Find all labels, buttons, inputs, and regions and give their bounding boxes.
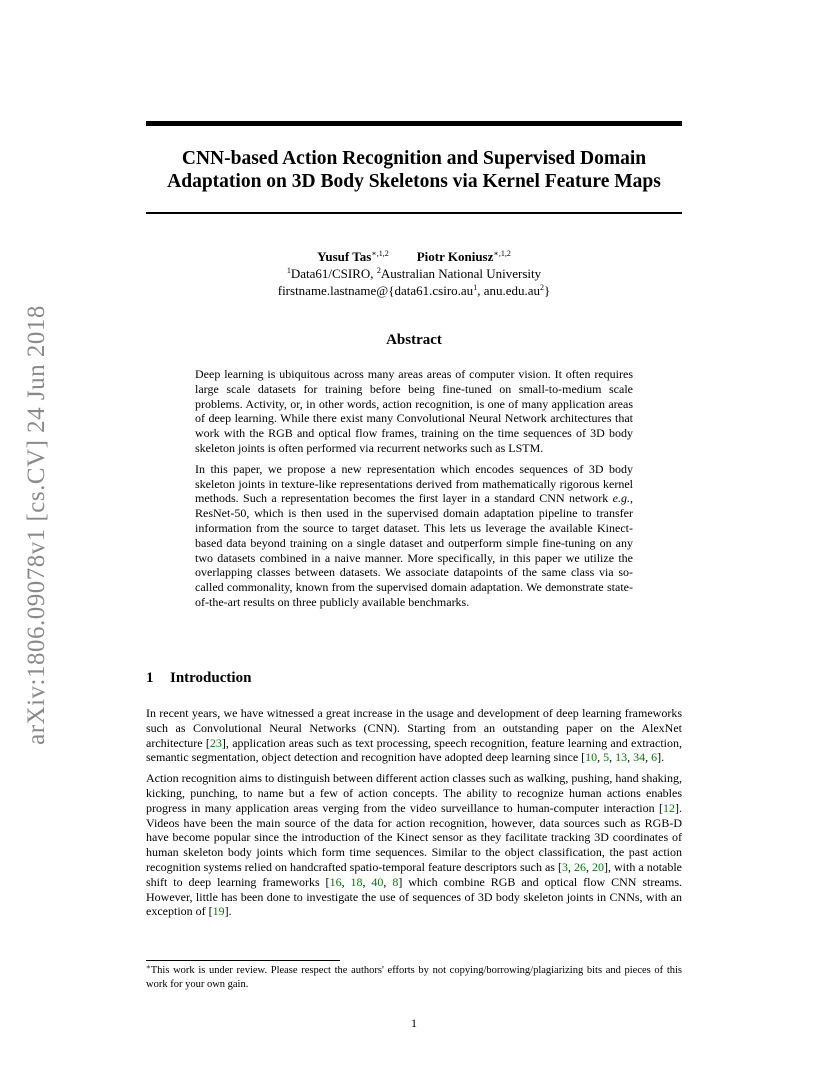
title-bottom-rule [146, 212, 682, 214]
title-line-2: Adaptation on 3D Body Skeletons via Kernel Feature Maps [167, 171, 661, 192]
author-emails: $firstname.lastname@\{data61.csiro.au^1$, $anu.edu.au^2$} [277, 283, 551, 298]
affiliation-1: Data61/CSIRO, [290, 266, 377, 281]
citation-link[interactable]: 40 [371, 874, 384, 889]
author-2-marks: ∗,1,2 [493, 249, 511, 258]
affiliations: $^1$Data61/CSIRO, $^2$Australian National University [286, 266, 542, 281]
citation-link[interactable]: 10 [585, 750, 598, 765]
abstract-heading: Abstract [386, 332, 442, 348]
arxiv-identifier-text: arXiv:1806.09078v1 [cs.CV] 24 Jun 2018 [23, 305, 50, 745]
abstract-body [195, 367, 633, 616]
page-number: 1 [411, 1016, 417, 1030]
abstract-paragraph-2: In this paper, we propose a new representation which encodes sequences of 3D body skeleton joints in texture-like representations derived from mathematically rigorous kernel methods. Such a representation becomes the first layer in a standard CNN network e.g., ResNet-50, which is then used in the supervised domain adaptation pipeline to transfer information from the source to target dataset. This lets us leverage the available Kinect-based data beyond training on a single dataset and outperform simple fine-tuning on any two datasets combined in a naive manner. More specifically, in this paper we utilize the overlapping classes between datasets. We associate datapoints of the same class via so-called commonality, known from the supervised domain adaptation. We demonstrate state-of-the-art results on three publicly available benchmarks. [195, 461, 633, 609]
citation-link[interactable]: 19 [212, 904, 225, 919]
citation-link[interactable]: 18 [350, 874, 363, 889]
citation-link[interactable]: 34 [633, 750, 646, 765]
citation-link[interactable]: 8 [392, 874, 399, 889]
introduction-body [146, 706, 682, 925]
paper-title [146, 147, 682, 193]
citation-link[interactable]: 3 [561, 859, 568, 874]
title-top-rule [146, 121, 682, 126]
affiliation-2: Australian National University [380, 266, 542, 281]
footnote [146, 964, 682, 991]
citation-link[interactable]: 16 [329, 874, 342, 889]
citation-link[interactable]: 6 [651, 750, 658, 765]
intro-paragraph-2: Action recognition aims to distinguish between different action classes such as walking, pushing, hand shaking, kicking, punching, to name but a few of action concepts. The ability to recognize human actions enables progress in many application areas verging from the video surveillance to human-computer interaction [12]. Videos have been the main source of the data for action recognition, however, data sources such as RGB-D have become popular since the introduction of the Kinect sensor as they facilitate tracking 3D coordinates of human skeleton body joints which form time sequences. Similar to the object classification, the past action recognition systems relied on handcrafted spatio-temporal feature descriptors such as [3, 26, 20], with a notable shift to deep learning frameworks [16, 18, 40, 8] which combine RGB and optical flow CNN streams. However, little has been done to investigate the use of sequences of 3D body skeleton joints in CNNs, with an exception of [19]. [146, 771, 683, 919]
section-number: 1 [146, 670, 154, 686]
section-heading-introduction [146, 670, 251, 687]
citation-link[interactable]: 5 [603, 750, 610, 765]
footnote-mark: ∗ [146, 963, 151, 971]
citation-link[interactable]: 26 [573, 859, 586, 874]
citation-link[interactable]: 13 [615, 750, 628, 765]
author-block [146, 248, 682, 299]
author-2: Piotr Koniusz [416, 249, 494, 264]
citation-link[interactable]: 12 [663, 800, 675, 815]
citation-link[interactable]: 20 [592, 859, 604, 874]
intro-paragraph-1: In recent years, we have witnessed a great increase in the usage and development of deep learning frameworks such as Convolutional Neural Networks (CNN). Starting from an outstanding paper on the AlexNet architecture [23], application areas such as text processing, speech recognition, feature learning and extraction, semantic segmentation, object detection and recognition have adopted deep learning since [10, 5, 13, 34, 6]. [146, 706, 682, 765]
citation-link[interactable]: 23 [209, 735, 222, 750]
author-names [146, 248, 682, 265]
footnote-rule [146, 960, 340, 961]
arxiv-identifier-stamp [16, 290, 58, 760]
title-line-1: CNN-based Action Recognition and Supervised Domain [181, 148, 647, 169]
section-title: Introduction [170, 670, 252, 686]
author-1-marks: ∗,1,2 [371, 249, 389, 258]
author-1: Yusuf Tas [317, 249, 372, 264]
footnote-text: This work is under review. Please respect the authors' efforts by not copying/borrowing/plagiarizing bits and pieces of this work for your own gain. [146, 965, 682, 990]
abstract-paragraph-1: Deep learning is ubiquitous across many areas areas of computer vision. It often requires large scale datasets for training before being fine-tuned on small-to-medium scale problems. Activity, or, in other words, action recognition, is one of many application areas of deep learning. While there exist many Convolutional Neural Network architectures that work with the RGB and optical flow frames, training on the time sequences of 3D body skeleton joints is often performed via recurrent networks such as LSTM. [195, 367, 633, 455]
